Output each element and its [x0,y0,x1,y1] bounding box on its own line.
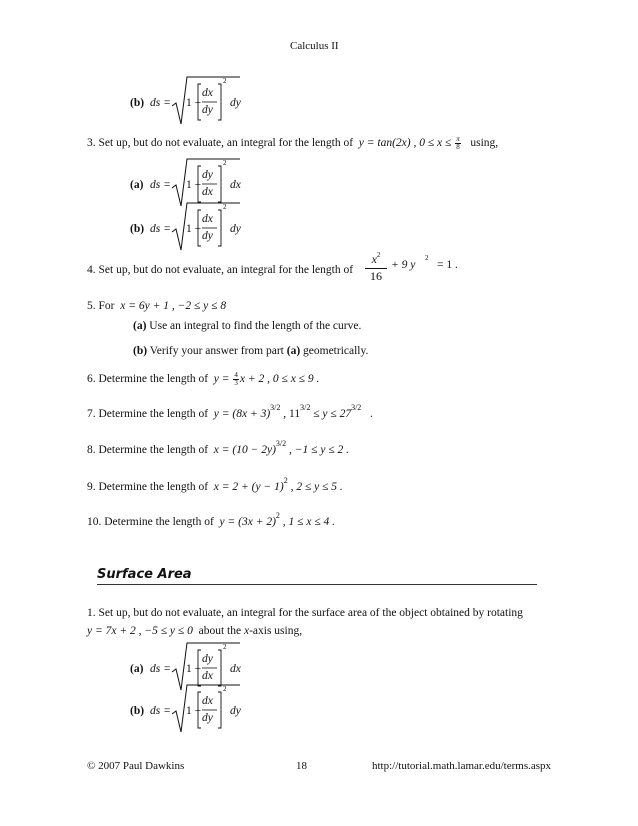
one-plus: 1 + [186,179,202,191]
one-plus: 1 + [186,705,202,717]
footer-copyright: © 2007 Paul Dawkins [87,760,185,772]
problem-3-text: 3. Set up, but do not evaluate, an integral for the length of [87,137,354,150]
differential: dy [230,705,241,717]
section-heading-surface-area: Surface Area [97,567,537,585]
surface-problem-1-line1: 1. Set up, but do not evaluate, an integral for the surface area of the object obtained by rotating [87,607,523,619]
page-header: Calculus II [290,40,339,52]
part-label: (a) [130,663,144,675]
pi-over-8: $\frac{\pi}{8}$ [456,135,460,151]
part-label: (b) [130,97,145,109]
problem-9: 9. Determine the length of $x = 2 + (y - 1)^2$ , 2 ≤ y ≤ 5 . [87,476,343,493]
problem-5a: (a) Use an integral to find the length of the curve. [133,320,362,332]
derivative-numerator: dx [202,213,213,225]
derivative-numerator: dx [202,87,213,99]
problem-6: 6. Determine the length of y = $\frac{4}{3}$ x + 2 , 0 ≤ x ≤ 9 . [87,371,320,387]
problem-3 [87,136,498,151]
one-plus: 1 + [186,663,202,675]
exponent-two: 2 [223,159,227,167]
ds-equals: ds = [150,97,171,109]
problem-5: 5. For x = 6y + 1 , −2 ≤ y ≤ 8 [87,300,227,312]
surface-problem-1-line2: y = 7x + 2 , −5 ≤ y ≤ 0 about the x-axis using, [87,625,303,637]
problem-4-text: 4. Set up, but do not evaluate, an integral for the length of [87,264,354,276]
part-label: (b) [130,223,145,235]
differential: dx [230,179,241,191]
exponent-two: 2 [223,643,227,651]
one-plus: 1 + [186,97,202,109]
part-label: (b) [130,705,145,717]
problem-3-using: using, [470,137,499,150]
ds-equals: ds = [150,705,171,717]
derivative-denominator: dx [202,670,213,682]
footer-url: http://tutorial.math.lamar.edu/terms.aspx [372,760,552,772]
arc-length-formula-b-p3 [130,198,270,258]
derivative-denominator: dx [202,186,213,198]
surface-formula-b [130,680,270,740]
differential: dy [230,223,241,235]
footer-page-number: 18 [296,760,307,772]
problem-5-function: x = 6y + 1 , −2 ≤ y ≤ 8 [120,300,227,312]
problem-7: 7. Determine the length of $y = (8x + 3)^{3/2}$ , $11^{3/2} \le y \le 27^{3/2}$ . [87,403,373,420]
part-label: (a) [130,179,144,191]
ds-equals: ds = [150,663,171,675]
derivative-numerator: dy [202,169,213,181]
exponent-two: 2 [223,203,227,211]
arc-length-formula-b [130,72,270,132]
ds-equals: ds = [150,179,171,191]
x-squared: x [371,252,377,266]
one-plus: 1 + [186,223,202,235]
problem-4 [87,264,353,276]
differential: dy [230,97,241,109]
exponent-two: 2 [223,685,227,693]
problem-5b: (b) Verify your answer from part (a) geometrically. [133,345,369,357]
problem-8: 8. Determine the length of $x = (10 - 2y)^{3/2}$ , −1 ≤ y ≤ 2 . [87,439,350,456]
derivative-denominator: dy [202,712,213,724]
derivative-numerator: dx [202,695,213,707]
differential: dx [230,663,241,675]
ds-equals: ds = [150,223,171,235]
exponent-two: 2 [223,77,227,85]
derivative-numerator: dy [202,653,213,665]
problem-3-function: y = tan(2x) , 0 ≤ x ≤ [358,137,452,150]
problem-10: 10. Determine the length of $y = (3x + 2)^2$ , 1 ≤ x ≤ 4 . [87,511,336,528]
derivative-denominator: dy [202,104,213,116]
derivative-denominator: dy [202,230,213,242]
